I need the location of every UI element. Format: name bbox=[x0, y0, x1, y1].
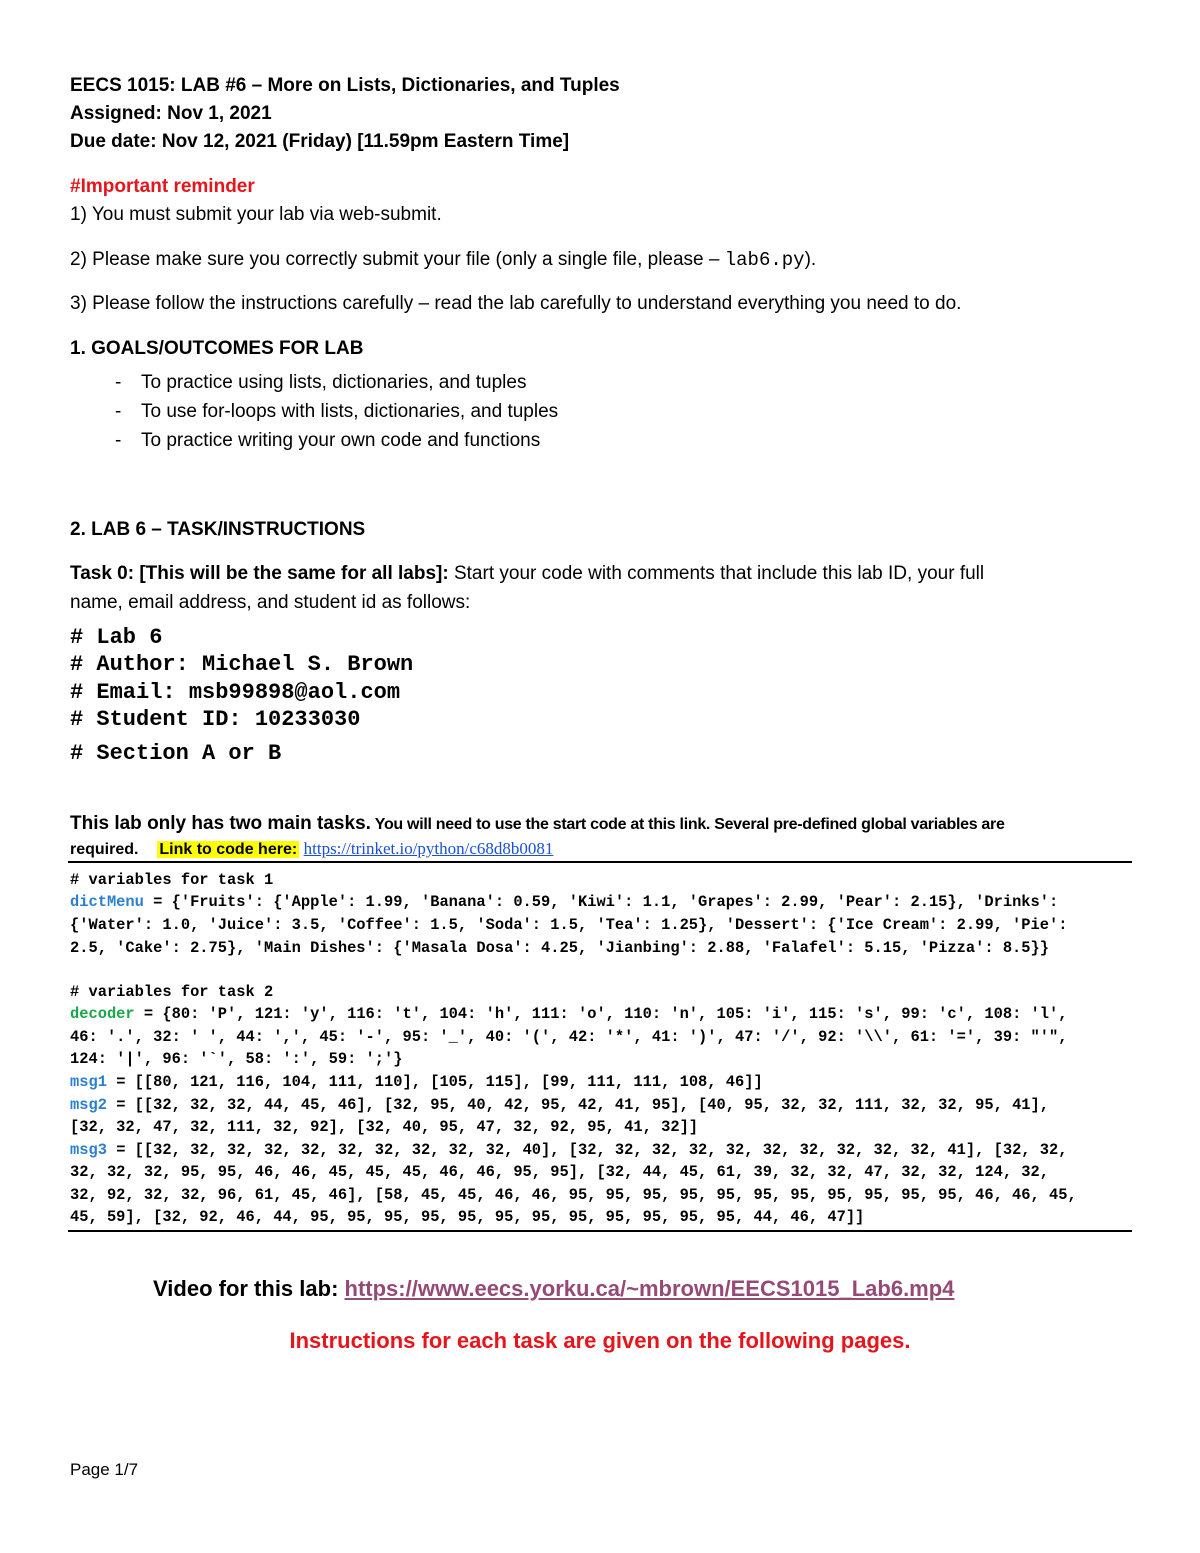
code-line: [32, 32, 47, 32, 111, 32, 92], [32, 40, 95, 47, 32, 92, 95, 41, 32]] bbox=[70, 1118, 699, 1136]
comment-line: # Lab 6 bbox=[70, 625, 163, 650]
page-number: Page 1/7 bbox=[70, 1460, 139, 1479]
video-label: Video for this lab: bbox=[153, 1276, 345, 1301]
reminder-item-2 bbox=[70, 249, 816, 271]
code-line: decoder = {80: 'P', 121: 'y', 116: 't', 104: 'h', 111: 'o', 110: 'n', 105: 'i', 115: 's', 99: 'c', 108: 'l', bbox=[70, 1005, 1068, 1023]
task0-label: Task 0: [This will be the same for all labs]: bbox=[70, 563, 449, 584]
code-line: msg3 = [[32, 32, 32, 32, 32, 32, 32, 32, 32, 32, 40], [32, 32, 32, 32, 32, 32, 32, 32, 32, 32, 41], [32, 32, bbox=[70, 1141, 1068, 1159]
task0-line-1 bbox=[70, 563, 984, 585]
var-dictmenu: dictMenu bbox=[70, 893, 144, 911]
assigned-date: Assigned: Nov 1, 2021 bbox=[70, 103, 272, 124]
comment-line: # Student ID: 10233030 bbox=[70, 707, 361, 732]
var-msg2: msg2 bbox=[70, 1096, 107, 1114]
code-line: 32, 92, 32, 32, 96, 61, 45, 46], [58, 45, 45, 46, 46, 95, 95, 95, 95, 95, 95, 95, 95, 95, 95, 95, 46, 46, 45, bbox=[70, 1186, 1077, 1204]
code-link[interactable]: https://trinket.io/python/c68d8b0081 bbox=[303, 839, 554, 858]
reminder-heading: #Important reminder bbox=[70, 176, 255, 197]
due-date: Due date: Nov 12, 2021 (Friday) [11.59pm Eastern Time] bbox=[70, 131, 570, 152]
task0-line-2: name, email address, and student id as follows: bbox=[70, 592, 471, 613]
var-msg3: msg3 bbox=[70, 1141, 107, 1159]
goal-item: - To use for-loops with lists, dictionaries, and tuples bbox=[115, 401, 559, 422]
intro-bold: This lab only has two main tasks. bbox=[70, 813, 371, 834]
code-line: 45, 59], [32, 92, 46, 44, 95, 95, 95, 95, 95, 95, 95, 95, 95, 95, 95, 95, 44, 46, 47]] bbox=[70, 1208, 865, 1226]
video-link[interactable]: https://www.eecs.yorku.ca/~mbrown/EECS1015_Lab6.mp4 bbox=[344, 1276, 955, 1301]
code-line: dictMenu = {'Fruits': {'Apple': 1.99, 'Banana': 0.59, 'Kiwi': 1.1, 'Grapes': 2.99, 'Pear': 2.15}, 'Drinks': bbox=[70, 893, 1059, 911]
instructions-note: Instructions for each task are given on the following pages. bbox=[289, 1328, 911, 1353]
code-line: 32, 32, 32, 95, 95, 46, 46, 45, 45, 45, 46, 46, 95, 95], [32, 44, 45, 61, 39, 32, 32, 47, 32, 32, 124, 32, bbox=[70, 1163, 1050, 1181]
code-line: msg2 = [[32, 32, 32, 44, 45, 46], [32, 95, 40, 42, 95, 42, 41, 95], [40, 95, 32, 32, 111, 32, 32, 95, 41], bbox=[70, 1096, 1050, 1114]
video-line bbox=[153, 1276, 954, 1302]
intro-line-2 bbox=[70, 839, 553, 859]
code-line: msg1 = [[80, 121, 116, 104, 111, 110], [105, 115], [99, 111, 111, 108, 46]] bbox=[70, 1073, 763, 1091]
var-decoder: decoder bbox=[70, 1005, 135, 1023]
var-msg1: msg1 bbox=[70, 1073, 107, 1091]
intro-line-1 bbox=[70, 813, 1005, 835]
code-comment-task1: # variables for task 1 bbox=[70, 871, 274, 889]
code-line: 46: '.', 32: ' ', 44: ',', 45: '-', 95: '_', 40: '(', 42: '*', 41: ')', 47: '/', 92: '\\', 61: '=', 39: "'", bbox=[70, 1028, 1068, 1046]
goal-item: - To practice using lists, dictionaries, and tuples bbox=[115, 372, 527, 393]
reminder-item-3: 3) Please follow the instructions carefully – read the lab carefully to understand everything you need to do. bbox=[70, 293, 962, 314]
code-link-label: Link to code here: bbox=[159, 841, 298, 858]
code-line: {'Water': 1.0, 'Juice': 3.5, 'Coffee': 1.5, 'Soda': 1.5, 'Tea': 1.25}, 'Dessert': {'Ice Cream': 2.99, 'Pie': bbox=[70, 916, 1068, 934]
comment-line: # Author: Michael S. Brown bbox=[70, 652, 414, 677]
comment-line: # Section A or B bbox=[70, 741, 282, 766]
code-line: 124: '|', 96: '`', 58: ':', 59: ';'} bbox=[70, 1050, 403, 1068]
task0-text: Start your code with comments that include this lab ID, your full bbox=[448, 563, 985, 584]
reminder-item-1: 1) You must submit your lab via web-submit. bbox=[70, 204, 442, 225]
reminder-item-2-end: ). bbox=[804, 249, 817, 270]
reminder-item-2-text: 2) Please make sure you correctly submit your file (only a single file, please – bbox=[70, 249, 725, 270]
code-comment-task2: # variables for task 2 bbox=[70, 983, 274, 1001]
tasks-heading: 2. LAB 6 – TASK/INSTRUCTIONS bbox=[70, 519, 366, 540]
reminder-item-2-file: lab6.py bbox=[724, 249, 805, 271]
comment-line: # Email: msb99898@aol.com bbox=[70, 680, 401, 705]
goal-item: - To practice writing your own code and functions bbox=[115, 430, 541, 451]
intro-required: required. bbox=[70, 841, 139, 858]
goals-heading: 1. GOALS/OUTCOMES FOR LAB bbox=[70, 338, 364, 359]
intro-text: You will need to use the start code at this link. Several pre-defined global variables are bbox=[370, 816, 1005, 833]
code-line: 2.5, 'Cake': 2.75}, 'Main Dishes': {'Masala Dosa': 4.25, 'Jianbing': 2.88, 'Falafel': 5.15, 'Pizza': 8.5}} bbox=[70, 939, 1050, 957]
lab-title: EECS 1015: LAB #6 – More on Lists, Dictionaries, and Tuples bbox=[70, 75, 620, 96]
